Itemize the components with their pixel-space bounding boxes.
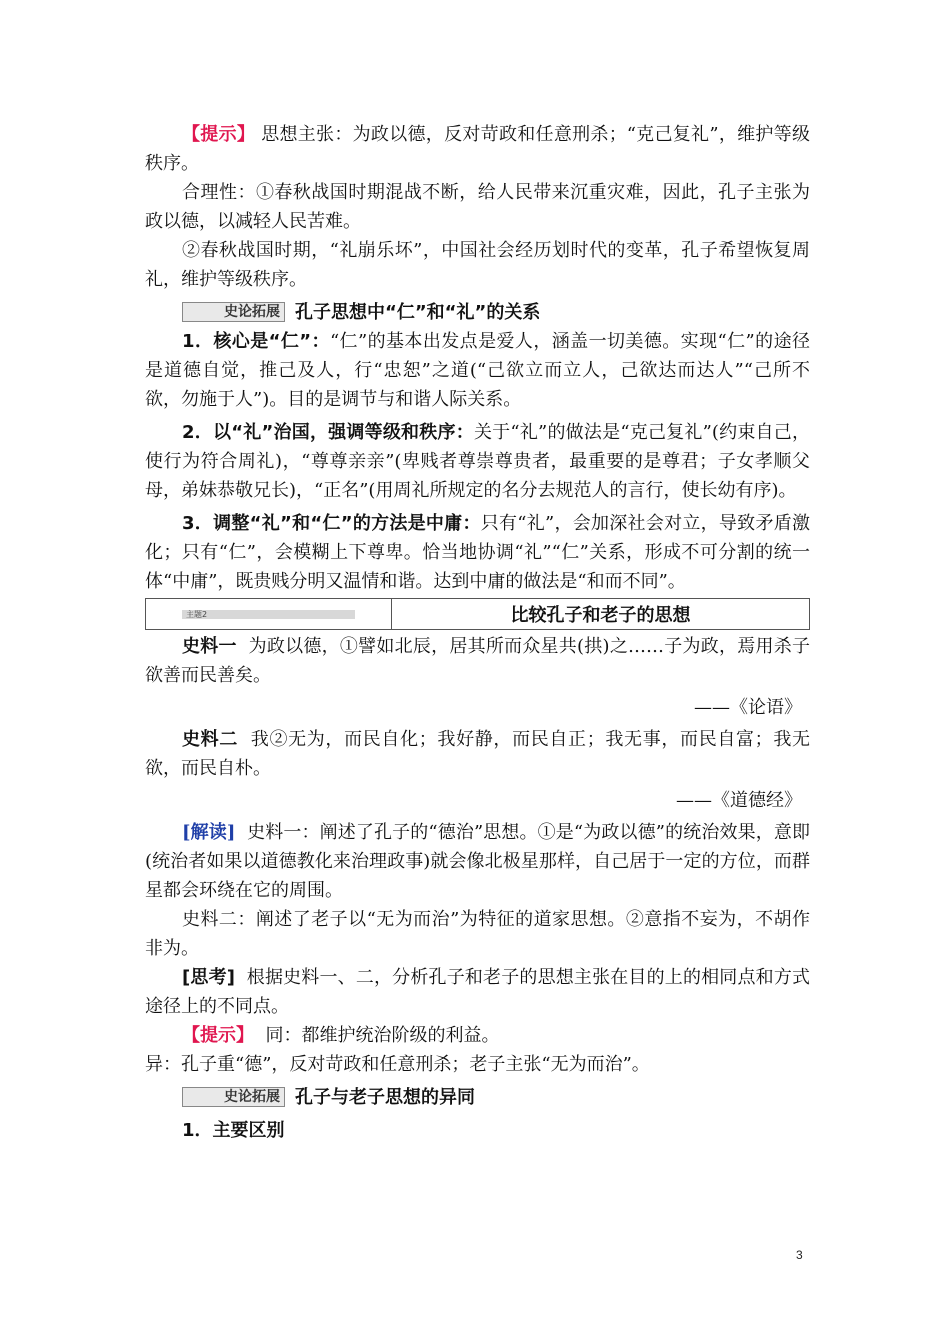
topic-banner (145, 598, 810, 630)
hint-label: 【提示】 (182, 124, 256, 145)
hint-2-label: 【提示】 (182, 1025, 254, 1046)
reading-paragraph-1 (145, 818, 810, 905)
point-1-body: “仁”的基本出发点是爱人，涵盖一切美德。实现“仁”的途径是道德自觉，推己及人，行“忠恕”之道(“己欲立而立人，己欲达而达人”“己所不欲，勿施于人”)。目的是调节与和谐人际关系。 (145, 331, 810, 410)
source-2 (145, 725, 810, 783)
source-2-text: 我②无为，而民自化；我好静，而民自正；我无事，而民自富；我无欲，而民自朴。 (145, 729, 811, 779)
point-2-body: 关于“礼”的做法是“克己复礼”(约束自己，使行为符合周礼)，“尊尊亲亲”(卑贱者尊崇尊贵者，最重要的是尊君；子女孝顺父母，弟妹恭敬兄长)，“正名”(用周礼所规定的名分去规范人的言行，使长幼有序)。 (145, 422, 810, 501)
hint-2-same: 同：都维护统治阶级的利益。 (265, 1025, 500, 1046)
source-1-text: 为政以德，①譬如北辰，居其所而众星共(拱)之……子为政，焉用杀子欲善而民善矣。 (145, 636, 810, 686)
expand-point-1 (145, 327, 810, 414)
expand-2-title: 孔子与老子思想的异同 (295, 1087, 475, 1108)
expand-title: 孔子思想中“仁”和“礼”的关系 (295, 302, 541, 323)
topic-label: 主题2 (182, 610, 355, 619)
expand-2-tag: 史论拓展 (182, 1087, 285, 1107)
expand-point-3 (145, 509, 810, 596)
think-label: [思考] (182, 967, 235, 988)
source-2-label: 史料二 (182, 729, 238, 750)
source-2-citation: ——《道德经》 (676, 790, 802, 811)
reason-paragraph-2: ②春秋战国时期，“礼崩乐坏”，中国社会经历划时代的变革，孔子希望恢复周礼，维护等级秩序。 (145, 240, 810, 290)
think-text: 根据史料一、二，分析孔子和老子的思想主张在目的上的相同点和方式途径上的不同点。 (145, 967, 811, 1017)
reading-label: [解读] (182, 822, 236, 843)
source-1-citation: ——《论语》 (694, 697, 802, 718)
point-3-head: 3．调整“礼”和“仁”的方法是中庸： (182, 513, 481, 534)
source-1-label: 史料一 (182, 636, 237, 657)
point-2-head: 2．以“礼”治国，强调等级和秩序： (182, 422, 474, 443)
page-number: 3 (796, 1248, 803, 1262)
hint-paragraph (145, 120, 810, 178)
expand-2-item-1-text: 1．主要区别 (182, 1120, 285, 1141)
expand-tag: 史论拓展 (182, 302, 285, 322)
hint-2-diff: 异：孔子重“德”，反对苛政和任意刑杀；老子主张“无为而治”。 (145, 1054, 650, 1075)
reading-paragraph-2: 史料二：阐述了老子以“无为而治”为特征的道家思想。②意指不妄为，不胡作非为。 (145, 909, 810, 959)
topic-label-cell (146, 599, 392, 630)
page-content (145, 118, 810, 1145)
think-paragraph (145, 963, 810, 1021)
point-3-body: 只有“礼”，会加深社会对立，导致矛盾激化；只有“仁”，会模糊上下尊卑。恰当地协调“礼”“仁”关系，形成不可分割的统一体“中庸”，既贵贱分明又温情和谐。达到中庸的做法是“和而不同”。 (145, 513, 810, 592)
reading-text-1: 史料一：阐述了孔子的“德治”思想。①是“为政以德”的统治效果，意即(统治者如果以道德教化来治理政事)就会像北极星那样，自己居于一定的方位，而群星都会环绕在它的周围。 (145, 822, 810, 901)
expand-2-heading (145, 1083, 810, 1112)
source-1 (145, 632, 810, 690)
reason-paragraph-1: 合理性：①春秋战国时期混战不断，给人民带来沉重灾难，因此，孔子主张为政以德，以减轻人民苦难。 (145, 182, 810, 232)
expand-point-2 (145, 418, 810, 505)
hint-text: 思想主张：为政以德，反对苛政和任意刑杀；“克己复礼”，维护等级秩序。 (145, 124, 810, 174)
hint-2-paragraph (145, 1021, 810, 1050)
expand-2-item-1 (145, 1116, 810, 1145)
topic-title: 比较孔子和老子的思想 (392, 599, 810, 630)
expand-heading (145, 298, 810, 327)
point-1-head: 1．核心是“仁”： (182, 331, 330, 352)
